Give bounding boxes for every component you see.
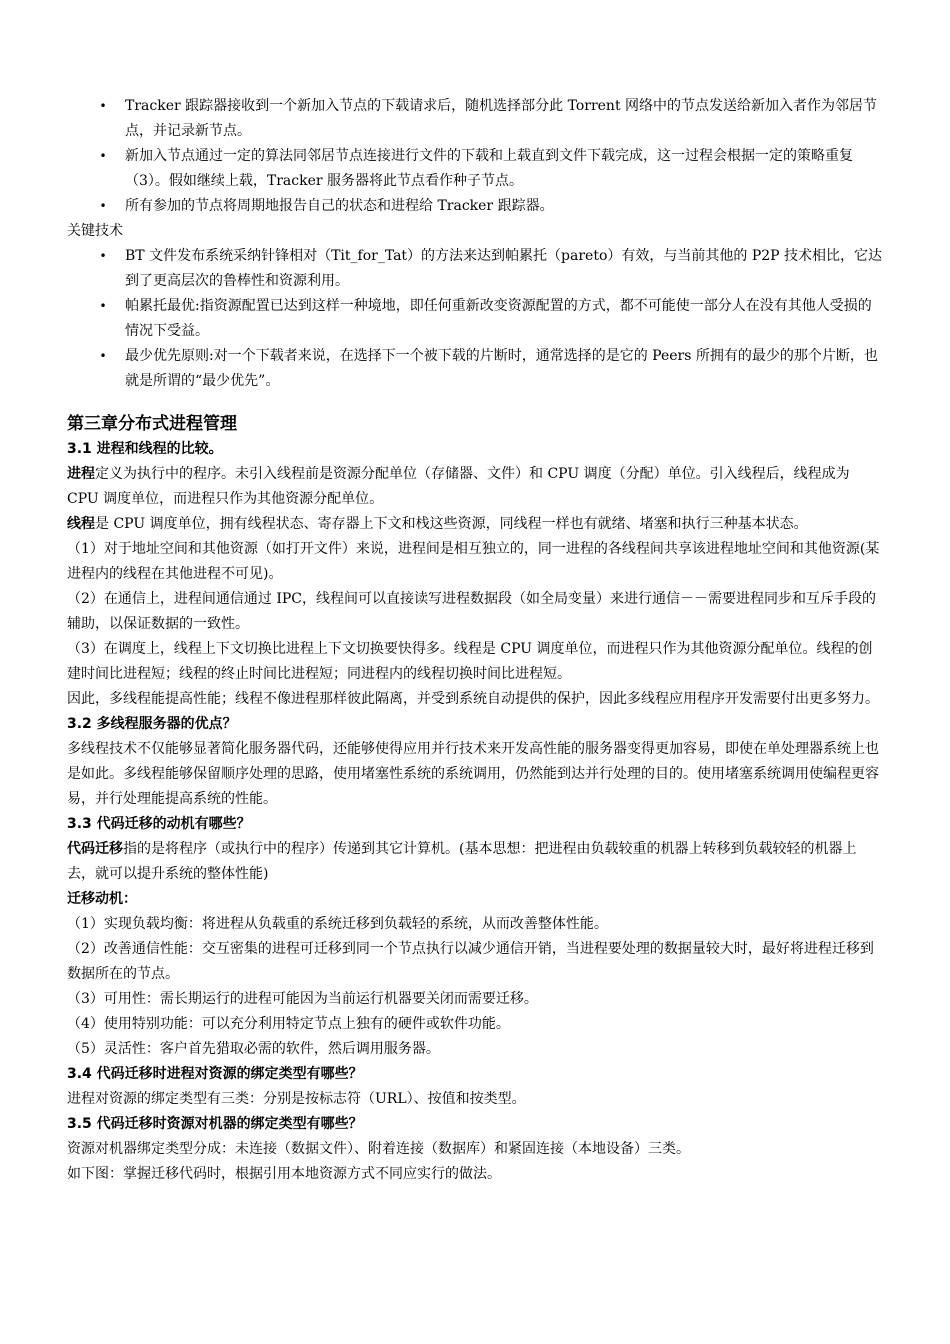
list-item: • 新加入节点通过一定的算法同邻居节点连接进行文件的下载和上载直到文件下载完成，这一过程会根据一定的策略重复（3）。假如继续上载，Tracker 服务器将此节点看作种子节点。 [67,144,883,194]
paragraph: （3）在调度上，线程上下文切换比进程上下文切换要快得多。线程是 CPU 调度单位，而进程只作为其他资源分配单位。线程的创建时间比进程短；线程的终止时间比进程短；同进程内的线程切换时间比进程短。 [67,641,873,682]
paragraph: （2）改善通信性能：交互密集的进程可迁移到同一个节点执行以减少通信开销，当进程要处理的数据量较大时，最好将进程迁移到数据所在的节点。 [67,941,874,982]
bullet-icon: • [99,199,107,213]
list-item: • Tracker 跟踪器接收到一个新加入节点的下载请求后，随机选择部分此 Torrent 网络中的节点发送给新加入者作为邻居节点，并记录新节点。 [67,94,883,144]
bullet-icon: • [99,249,107,263]
section-heading-3-2: 3.2 多线程服务器的优点？ [67,716,237,732]
term-process: 进程 [67,466,95,482]
chapter-title: 第三章分布式进程管理 [67,414,237,434]
paragraph: （1）对于地址空间和其他资源（如打开文件）来说，进程间是相互独立的，同一进程的各线程间共享该进程地址空间和其他资源(某进程内的线程在其他进程不可见)。 [67,541,880,582]
paragraph: 如下图：掌握迁移代码时，根据引用本地资源方式不同应实行的做法。 [67,1166,501,1182]
paragraph: （2）在通信上，进程间通信通过 IPC，线程间可以直接读写进程数据段（如全局变量）来进行通信－－需要进程同步和互斥手段的辅助，以保证数据的一致性。 [67,591,877,632]
term-code-migration: 代码迁移 [67,841,123,857]
paragraph: 进程对资源的绑定类型有三类：分别是按标志符（URL）、按值和按类型。 [67,1091,526,1107]
section-heading-3-5: 3.5 代码迁移时资源对机器的绑定类型有哪些？ [67,1116,363,1132]
paragraph: （4）使用特别功能：可以充分利用特定节点上独有的硬件或软件功能。 [67,1016,510,1032]
list-item: • 帕累托最优:指资源配置已达到这样一种境地，即任何重新改变资源配置的方式，都不可能使一部分人在没有其他人受损的情况下受益。 [67,294,883,344]
list-item: • 最少优先原则:对一个下载者来说，在选择下一个被下载的片断时，通常选择的是它的 Peers 所拥有的最少的那个片断，也就是所谓的“最少优先”。 [67,344,883,394]
paragraph: （1）实现负载均衡：将进程从负载重的系统迁移到负载轻的系统，从而改善整体性能。 [67,916,608,932]
list-item: • BT 文件发布系统采纳针锋相对（Tit_for_Tat）的方法来达到帕累托（pareto）有效，与当前其他的 P2P 技术相比，它达到了更高层次的鲁棒性和资源利用。 [67,244,883,294]
tracker-bullet-list [67,94,883,219]
key-tech-bullet-list [67,244,883,394]
paragraph: 线程是 CPU 调度单位，拥有线程状态、寄存器上下文和栈这些资源，同线程一样也有就绪、堵塞和执行三种基本状态。 [67,516,808,532]
paragraph: 因此，多线程能提高性能；线程不像进程那样彼此隔离，并受到系统自动提供的保护，因此多线程应用程序开发需要付出更多努力。 [67,691,879,707]
bullet-icon: • [99,149,107,163]
section-heading-3-3: 3.3 代码迁移的动机有哪些？ [67,816,251,832]
document-page [67,94,883,1187]
bullet-icon: • [99,349,107,363]
section-heading-3-1: 3.1 进程和线程的比较。 [67,441,223,457]
list-item: • 所有参加的节点将周期地报告自己的状态和进程给 Tracker 跟踪器。 [67,194,883,219]
key-tech-label: 关键技术 [67,223,123,239]
paragraph: 资源对机器绑定类型分成：未连接（数据文件）、附着连接（数据库）和紧固连接（本地设备）三类。 [67,1141,690,1157]
paragraph: （5）灵活性：客户首先猎取必需的软件，然后调用服务器。 [67,1041,440,1057]
term-thread: 线程 [67,516,95,532]
bullet-icon: • [99,299,107,313]
paragraph: 进程定义为执行中的程序。未引入线程前是资源分配单位（存储器、文件）和 CPU 调度（分配）单位。引入线程后，线程成为 CPU 调度单位，而进程只作为其他资源分配单位。 [67,466,850,507]
paragraph: （3）可用性：需长期运行的进程可能因为当前运行机器要关闭而需要迁移。 [67,991,538,1007]
bullet-icon: • [99,99,107,113]
paragraph: 代码迁移指的是将程序（或执行中的程序）传递到其它计算机。(基本思想：把进程由负载较重的机器上转移到负载较轻的机器上去，就可以提升系统的整体性能) [67,841,857,882]
section-heading-3-4: 3.4 代码迁移时进程对资源的绑定类型有哪些？ [67,1066,363,1082]
migration-motive-label: 迁移动机： [67,891,137,907]
paragraph: 多线程技术不仅能够显著简化服务器代码，还能够使得应用并行技术来开发高性能的服务器变得更加容易，即使在单处理器系统上也是如此。多线程能够保留顺序处理的思路，使用堵塞性系统的系统调用，仍然能到达并行处理的目的。使用堵塞系统调用使编程更容易，并行处理能提高系统的性能。 [67,741,879,807]
